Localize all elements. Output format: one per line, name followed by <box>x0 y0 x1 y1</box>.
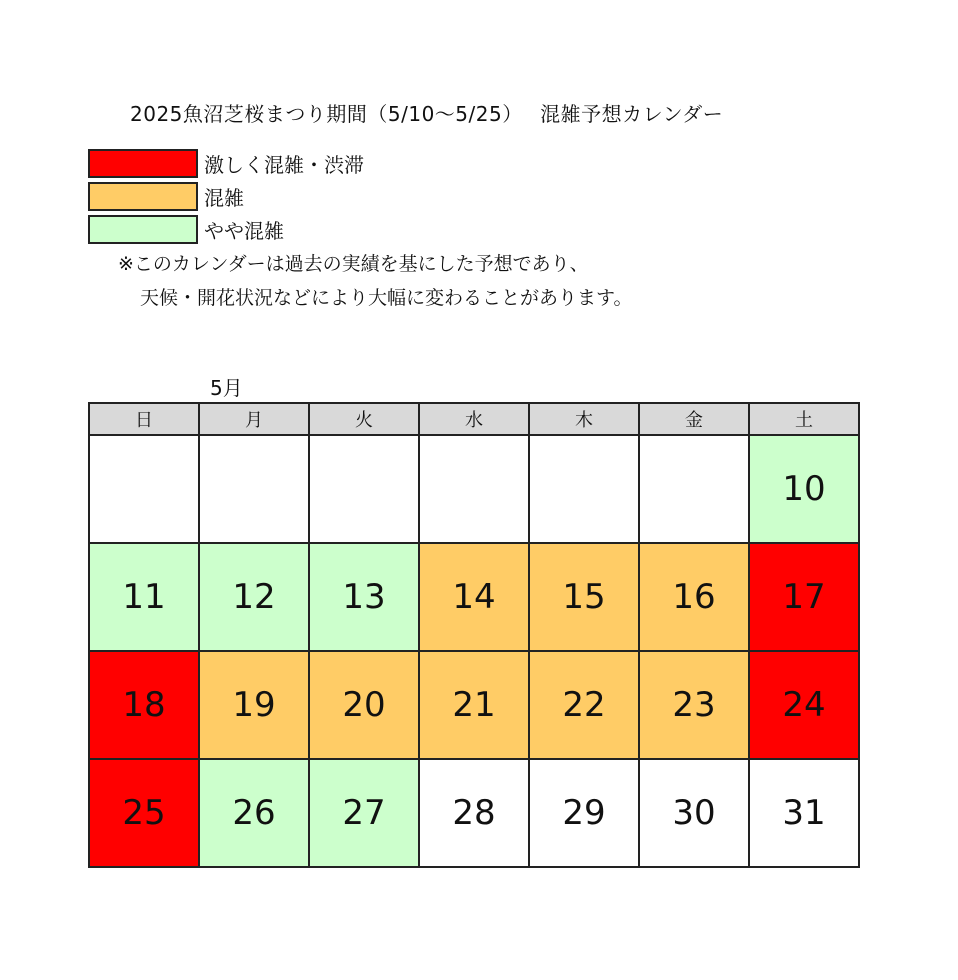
calendar-empty-cell <box>309 435 419 543</box>
calendar-day-cell: 18 <box>89 651 199 759</box>
weekday-wed: 水 <box>419 403 529 435</box>
calendar-week-row <box>89 543 859 651</box>
calendar-empty-cell <box>639 435 749 543</box>
disclaimer-line-2: 天候・開花状況などにより大幅に変わることがあります。 <box>140 287 633 309</box>
weekday-tue: 火 <box>309 403 419 435</box>
calendar-empty-cell <box>529 435 639 543</box>
calendar-day-cell: 22 <box>529 651 639 759</box>
calendar-day-cell: 12 <box>199 543 309 651</box>
calendar-day-cell: 30 <box>639 759 749 867</box>
legend-item-heavy <box>88 147 364 180</box>
legend-label-heavy: 激しく混雑・渋滞 <box>204 153 364 177</box>
legend-item-light <box>88 213 364 246</box>
calendar-day-cell: 15 <box>529 543 639 651</box>
calendar-day-cell: 27 <box>309 759 419 867</box>
calendar-day-cell: 28 <box>419 759 529 867</box>
calendar-day-cell: 21 <box>419 651 529 759</box>
legend <box>88 147 364 246</box>
legend-swatch-heavy <box>88 149 198 178</box>
calendar-day-cell: 31 <box>749 759 859 867</box>
weekday-sun: 日 <box>89 403 199 435</box>
calendar-day-cell: 26 <box>199 759 309 867</box>
calendar-day-cell: 23 <box>639 651 749 759</box>
calendar-day-cell: 11 <box>89 543 199 651</box>
month-label: 5月 <box>210 376 243 400</box>
calendar-day-cell: 20 <box>309 651 419 759</box>
legend-label-light: やや混雑 <box>204 219 284 243</box>
calendar-week-row <box>89 651 859 759</box>
calendar-week-row <box>89 759 859 867</box>
congestion-calendar <box>88 402 860 868</box>
calendar-day-cell: 14 <box>419 543 529 651</box>
legend-label-mid: 混雑 <box>204 186 244 210</box>
weekday-sat: 土 <box>749 403 859 435</box>
disclaimer-line-1: ※このカレンダーは過去の実績を基にした予想であり、 <box>118 253 589 275</box>
weekday-fri: 金 <box>639 403 749 435</box>
page-title: 2025魚沼芝桜まつり期間（5/10〜5/25） 混雑予想カレンダー <box>130 102 724 126</box>
calendar-day-cell: 13 <box>309 543 419 651</box>
weekday-header-row <box>89 403 859 435</box>
calendar-day-cell: 19 <box>199 651 309 759</box>
calendar-day-cell: 29 <box>529 759 639 867</box>
calendar-day-cell: 25 <box>89 759 199 867</box>
calendar-week-row <box>89 435 859 543</box>
calendar-empty-cell <box>199 435 309 543</box>
calendar-empty-cell <box>419 435 529 543</box>
legend-item-mid <box>88 180 364 213</box>
calendar-day-cell: 16 <box>639 543 749 651</box>
legend-swatch-mid <box>88 182 198 211</box>
weekday-thu: 木 <box>529 403 639 435</box>
weekday-mon: 月 <box>199 403 309 435</box>
calendar-day-cell: 17 <box>749 543 859 651</box>
calendar-day-cell: 24 <box>749 651 859 759</box>
calendar-empty-cell <box>89 435 199 543</box>
legend-swatch-light <box>88 215 198 244</box>
calendar-day-cell: 10 <box>749 435 859 543</box>
